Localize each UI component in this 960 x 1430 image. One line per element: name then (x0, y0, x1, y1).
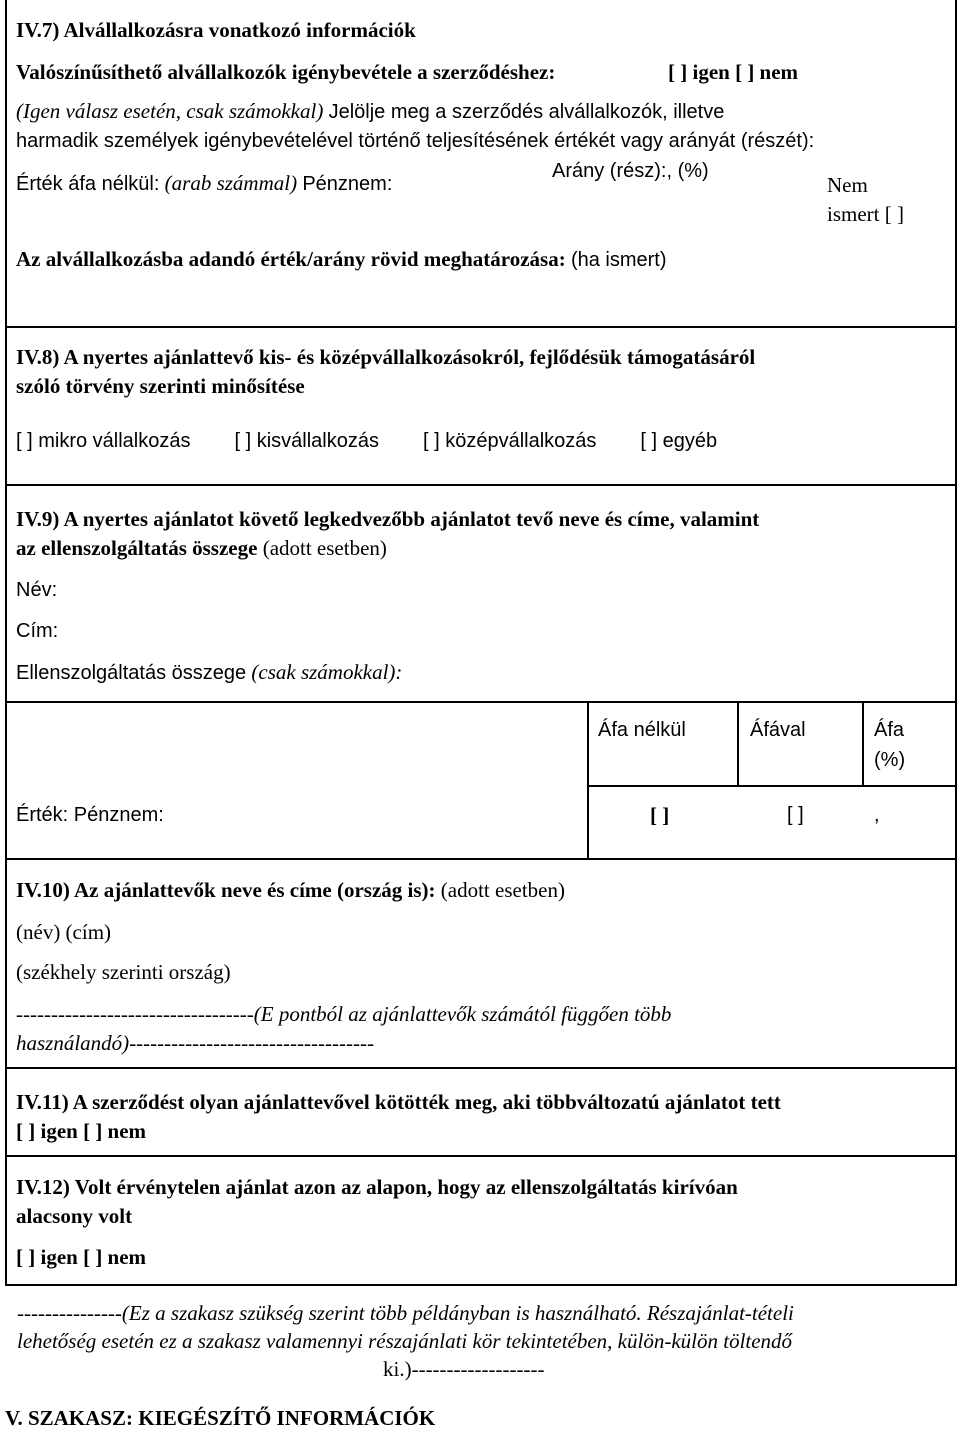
subcontracting-likely-options[interactable]: [ ] igen [ ] nem (668, 60, 799, 84)
option-small[interactable]: [ ] kisvállalkozás (234, 430, 379, 452)
unknown-checkbox[interactable]: ismert [ ] (827, 202, 904, 226)
instructions-text: Jelölje meg a szerződés alvállalkozók, illetve (328, 101, 725, 123)
section-iv11-options[interactable]: [ ] igen [ ] nem (16, 1119, 147, 1143)
value-without-vat-line (16, 173, 392, 194)
vat-percent-field[interactable]: , (874, 804, 880, 826)
subcontracting-likely-label: Valószínűsíthető alvállalkozók igénybevétele a szerződéshez: (16, 60, 556, 84)
option-medium[interactable]: [ ] középvállalkozás (423, 430, 597, 452)
column-header-vat-percent-1: Áfa (874, 719, 905, 741)
section-iv11-title: IV.11) A szerződést olyan ajánlattevővel kötötték meg, aki többváltozatú ajánlatot tett (16, 1090, 781, 1114)
amount-table-col-divider-3 (862, 701, 864, 787)
amount-table-mid-line (587, 785, 957, 787)
section-iv12-title-line1: IV.12) Volt érvénytelen ajánlat azon az alapon, hogy az ellenszolgáltatás kirívóan (16, 1175, 738, 1199)
column-header-without-vat: Áfa nélkül (598, 719, 686, 741)
enterprise-size-options (16, 430, 717, 451)
runner-up-amount-label: Ellenszolgáltatás összege (16, 662, 247, 684)
section-iv10-title-hint: (adott esetben) (440, 878, 565, 902)
section-iv12-options[interactable]: [ ] igen [ ] nem (16, 1245, 147, 1269)
amount-table-top-line (5, 701, 957, 703)
section-iv9-title-hint: (adott esetben) (262, 536, 387, 560)
section-iv8-title-line2: szóló törvény szerinti minősítése (16, 374, 305, 398)
option-other[interactable]: [ ] egyéb (640, 430, 718, 452)
repeat-note-line2 (16, 1033, 374, 1054)
currency-label: Pénznem: (302, 173, 393, 195)
subcontract-definition-hint: (ha ismert) (570, 249, 667, 271)
tenderer-country: (székhely szerinti ország) (16, 960, 231, 984)
numbers-only-hint: (csak számokkal): (251, 660, 403, 684)
runner-up-address-label: Cím: (16, 620, 59, 642)
section-v-heading: V. SZAKASZ: KIEGÉSZÍTŐ INFORMÁCIÓK (5, 1406, 436, 1430)
option-micro[interactable]: [ ] mikro vállalkozás (16, 430, 191, 452)
section-iv7-title: IV.7) Alvállalkozásra vonatkozó információk (16, 18, 416, 42)
footer-note-dashes-3: ------------------- (411, 1357, 545, 1381)
footer-note-text-1: (Ez a szakasz szükség szerint több példányban is használható. Részajánlat-tételi (121, 1301, 794, 1325)
subcontracting-instructions-line2: harmadik személyek igénybevételével történő teljesítésének értékét vagy arányát (részét): (16, 130, 815, 152)
value-without-vat-field[interactable]: [ ] (650, 803, 670, 827)
section-iv9-title-bold: az ellenszolgáltatás összege (16, 536, 258, 560)
footer-note-line3 (383, 1359, 544, 1380)
repeat-note-text-2: használandó) (16, 1031, 130, 1055)
section-iv7-frame (5, 0, 957, 328)
section-iv12-title-line2: alacsony volt (16, 1204, 133, 1228)
section-iv8-title-line1: IV.8) A nyertes ajánlattevő kis- és középvállalkozásokról, fejlődésük támogatásáról (16, 345, 756, 369)
column-header-vat-percent-2: (%) (874, 749, 906, 771)
section-iv9-title-line2 (16, 538, 387, 559)
section-iv9-title-line1: IV.9) A nyertes ajánlatot követő legkedvezőbb ajánlatot tevő neve és címe, valamint (16, 507, 760, 531)
repeat-note-dashes-2: ----------------------------------- (129, 1031, 374, 1055)
subcontract-definition-line (16, 249, 667, 270)
tenderer-name-address: (név) (cím) (16, 920, 112, 944)
section-iv10-title-bold: IV.10) Az ajánlattevők neve és címe (ország is): (16, 878, 436, 902)
footer-note-line1 (17, 1303, 794, 1324)
runner-up-amount-line (16, 662, 402, 683)
value-currency-label: Érték: Pénznem: (16, 804, 164, 826)
amount-table-col-divider-2 (737, 701, 739, 787)
value-with-vat-field[interactable]: [ ] (787, 804, 804, 826)
subcontracting-instructions-line1 (16, 101, 724, 122)
subcontract-definition-label: Az alvállalkozásba adandó érték/arány rövid meghatározása: (16, 247, 566, 271)
footer-note-line2: lehetőség esetén ez a szakasz valamennyi részajánlati kör tekintetében, külön-külön töltendő (17, 1329, 793, 1353)
repeat-note-dashes-1: ---------------------------------- (16, 1002, 254, 1026)
yes-case-note: (Igen válasz esetén, csak számokkal) (16, 99, 324, 123)
column-header-with-vat: Áfával (750, 719, 806, 741)
footer-note-dashes-1: --------------- (17, 1301, 122, 1325)
repeat-note-line1 (16, 1004, 671, 1025)
amount-table-col-divider-1 (587, 701, 589, 858)
runner-up-name-label: Név: (16, 579, 58, 601)
footer-note-text-3: ki.) (383, 1357, 412, 1381)
value-without-vat-label: Érték áfa nélkül: (16, 173, 160, 195)
ratio-label: Arány (rész):, (%) (552, 160, 709, 182)
unknown-label: Nem (827, 173, 868, 197)
section-iv10-title (16, 880, 565, 901)
arabic-number-hint: (arab számmal) (164, 171, 298, 195)
repeat-note-text-1: (E pontból az ajánlattevők számától függően több (253, 1002, 672, 1026)
